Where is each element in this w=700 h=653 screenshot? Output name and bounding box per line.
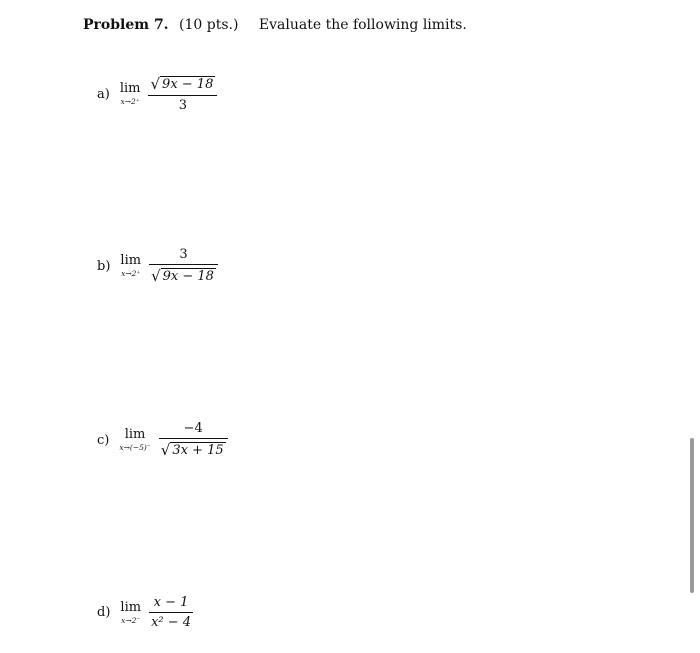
sqrt-expression — [161, 442, 226, 458]
sqrt-icon: √ — [160, 441, 171, 460]
radicand: 9x − 18 — [162, 269, 214, 284]
sqrt-icon: √ — [150, 75, 161, 94]
part-d-numerator: x − 1 — [153, 595, 189, 610]
part-d-limit — [120, 601, 141, 625]
part-a — [97, 76, 217, 112]
part-b-label: b) — [97, 258, 111, 274]
part-a-fraction — [148, 76, 217, 112]
sqrt-expression — [151, 268, 216, 284]
part-d-label: d) — [97, 605, 111, 620]
part-c-limit — [119, 428, 150, 452]
part-b-numerator: 3 — [179, 247, 188, 262]
lim-operator: lim — [124, 427, 146, 443]
part-a-numerator — [148, 76, 217, 95]
part-d — [97, 596, 193, 629]
part-c-denominator — [159, 439, 228, 458]
part-c-fraction — [159, 422, 228, 458]
part-a-label: a) — [97, 86, 110, 102]
part-b — [97, 248, 218, 284]
problem-points: (10 pts.) — [179, 17, 239, 33]
part-c — [97, 422, 228, 458]
limit-approach: x→(−5)⁻ — [119, 443, 151, 453]
part-b-fraction — [149, 248, 218, 284]
lim-operator: lim — [120, 253, 142, 269]
part-d-denominator: x² − 4 — [151, 615, 192, 630]
problem-number: Problem 7. — [83, 17, 169, 33]
lim-operator: lim — [120, 599, 142, 615]
limit-approach: x→2⁻ — [121, 615, 141, 625]
part-c-label: c) — [97, 432, 110, 448]
lim-operator: lim — [119, 81, 141, 97]
part-d-fraction — [149, 596, 193, 629]
problem-instruction: Evaluate the following limits. — [258, 17, 467, 33]
limit-approach: x→2⁺ — [121, 269, 141, 279]
problem-header — [83, 17, 467, 33]
sqrt-icon: √ — [151, 267, 161, 286]
part-a-limit — [120, 82, 141, 106]
part-a-denominator: 3 — [178, 98, 188, 114]
part-b-limit — [120, 254, 141, 278]
radicand: 3x + 15 — [172, 443, 224, 458]
sqrt-expression — [150, 76, 215, 92]
part-b-denominator — [149, 265, 218, 284]
vertical-scrollbar[interactable] — [690, 438, 694, 593]
part-c-numerator: −4 — [183, 421, 203, 436]
limit-approach: x→2⁺ — [120, 97, 140, 107]
radicand: 9x − 18 — [162, 77, 214, 92]
